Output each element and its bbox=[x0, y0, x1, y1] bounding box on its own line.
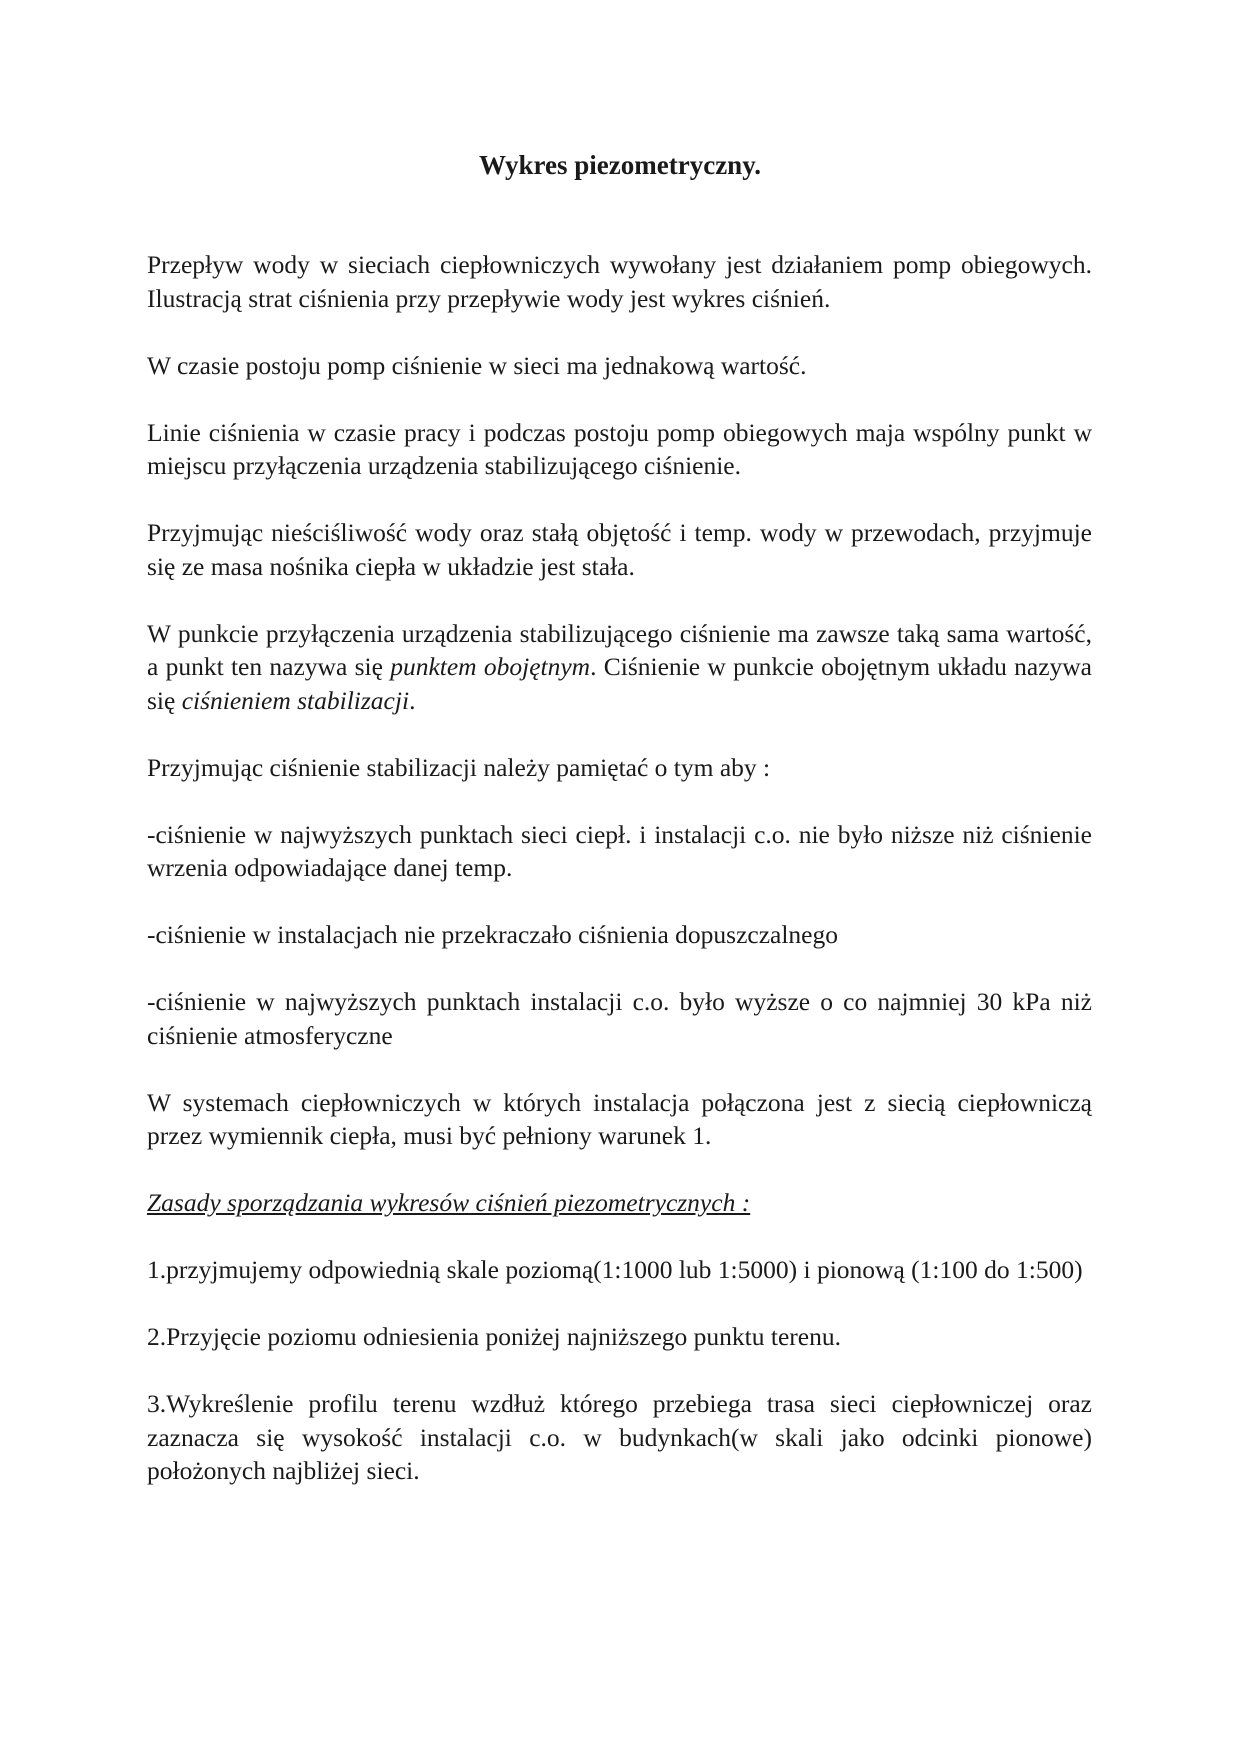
paragraph-incompressibility: Przyjmując nieściśliwość wody oraz stałą objętość i temp. wody w przewodach, przyjmuje się ze masa nośnika ciepła w układzie jest stała. bbox=[147, 518, 1092, 581]
section-heading-rules: Zasady sporządzania wykresów ciśnień piezometrycznych : bbox=[147, 1188, 751, 1217]
document-title: Wykres piezometryczny. bbox=[479, 150, 761, 180]
rule-step-3: 3.Wykreślenie profilu terenu wzdłuż którego przebiega trasa sieci ciepłowniczej oraz zaznacza się wysokość instalacji c.o. w budynkach(w skali jako odcinki pionowe) położonych najbliżej sieci. bbox=[147, 1389, 1092, 1485]
neutral-point-text-1: W punkcie przyłączenia urządzenia stabilizującego ciśnienie ma zawsze taką sama wartość, a punkt ten nazywa się bbox=[147, 618, 1092, 681]
neutral-point-text-3: . bbox=[409, 685, 416, 715]
paragraph-pump-flow: Przepływ wody w sieciach ciepłowniczych wywołany jest działaniem pomp obiegowych. Ilustracją strat ciśnienia przy przepływie wody jest wykres ciśnień. bbox=[147, 250, 1092, 313]
condition-boiling-pressure: -ciśnienie w najwyższych punktach sieci ciepł. i instalacji c.o. nie było niższe niż ciśnienie wrzenia odpowiadające danej temp. bbox=[147, 819, 1092, 882]
term-neutral-point: punktem obojętnym bbox=[390, 652, 591, 681]
condition-atmospheric-pressure: -ciśnienie w najwyższych punktach instalacji c.o. było wyższe o co najmniej 30 kPa niż ciśnienie atmosferyczne bbox=[147, 987, 1092, 1050]
term-stabilization-pressure: ciśnieniem stabilizacji bbox=[181, 685, 410, 715]
rule-step-2: 2.Przyjęcie poziomu odniesienia poniżej najniższego punktu terenu. bbox=[147, 1322, 841, 1351]
paragraph-pump-standstill: W czasie postoju pomp ciśnienie w sieci ma jednakową wartość. bbox=[147, 350, 807, 380]
document-body bbox=[147, 248, 1092, 1521]
paragraph-heat-exchanger: W systemach ciepłowniczych w których instalacja połączona jest z siecią ciepłowniczą przez wymiennik ciepła, musi być pełniony warunek 1. bbox=[147, 1087, 1092, 1150]
paragraph-neutral-point bbox=[147, 617, 1092, 718]
paragraph-stabilization-conditions: Przyjmując ciśnienie stabilizacji należy pamiętać o tym aby : bbox=[147, 752, 771, 782]
paragraph-pressure-lines: Linie ciśnienia w czasie pracy i podczas postoju pomp obiegowych maja wspólny punkt w miejscu przyłączenia urządzenia stabilizującego ciśnienie. bbox=[147, 417, 1092, 480]
neutral-point-text-2: . Ciśnienie w punkcie obojętnym układu nazywa się bbox=[147, 652, 1092, 715]
rule-step-1: 1.przyjmujemy odpowiednią skale poziomą(1:1000 lub 1:5000) i pionową (1:100 do 1:500) bbox=[147, 1255, 1083, 1284]
condition-allowable-pressure: -ciśnienie w instalacjach nie przekraczało ciśnienia dopuszczalnego bbox=[147, 920, 839, 949]
